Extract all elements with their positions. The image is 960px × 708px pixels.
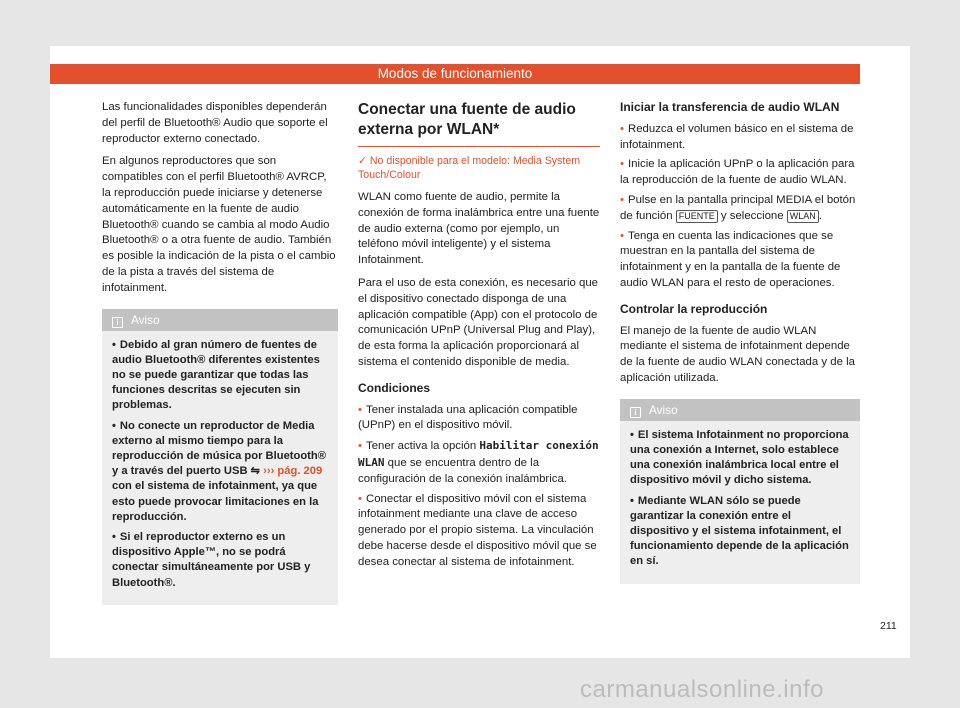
notice-item: • El sistema Infotainment no proporciona una conexión a Internet, solo establece una conexión inalámbrica local entre el dispositivo móvil y dicho sistema.	[630, 428, 849, 487]
wlan-key: WLAN	[787, 210, 819, 223]
watermark: carmanualsonline.info	[580, 676, 824, 703]
list-item: • Tener activa la opción Habilitar conexión WLAN que se encuentra dentro de la configuración de la conexión inalámbrica.	[358, 439, 599, 485]
section-header: Modos de funcionamiento	[50, 64, 860, 84]
notice-item: • Mediante WLAN sólo se puede garantizar la conexión entre el dispositivo y el sistema infotainment, el funcionamiento depende de la aplicación en sí.	[630, 494, 849, 568]
info-icon: i	[630, 407, 641, 418]
notice-item: • Si el reproductor externo es un dispositivo Apple™, no se podrá conectar simultáneamente por USB y Bluetooth®.	[112, 531, 311, 589]
column-right	[620, 100, 860, 584]
info-icon: i	[112, 317, 123, 328]
availability-note: ✓ No disponible para el modelo: Media System Touch/Colour	[358, 155, 581, 181]
subheading: Condiciones	[358, 380, 431, 395]
subheading: Controlar la reproducción	[620, 301, 768, 316]
list-item: • Tenga en cuenta las indicaciones que se muestran en la pantalla del sistema de infotainment y en la pantalla de la fuente de audio WLAN para el resto de operaciones.	[620, 229, 841, 289]
subheading: Iniciar la transferencia de audio WLAN	[620, 100, 840, 114]
list-item: • Conectar el dispositivo móvil con el sistema infotainment mediante una clave de acceso generado por el propio sistema. La vinculación debe hacerse desde el dispositivo móvil que se desea conectar al sistema de infotainment.	[358, 492, 597, 568]
column-left	[102, 100, 338, 605]
notice-header	[102, 309, 338, 331]
usb-icon: ⇋	[250, 465, 261, 478]
list-item: • Inicie la aplicación UPnP o la aplicación para la reproducción de la fuente de audio WLAN.	[620, 158, 855, 187]
notice-item: • No conecte un reproductor de Media externo al mismo tiempo para la reproducción de música por Bluetooth® y a través del puerto USB ⇋ ››› pág. 209 con el sistema de infotainment, ya que esto puede provocar limitaciones en la reproducción.	[112, 419, 326, 523]
list-item: • Pulse en la pantalla principal MEDIA el botón de función FUENTE y seleccione WLAN .	[620, 193, 856, 222]
fuente-key: FUENTE	[676, 210, 718, 223]
list-item: • Tener instalada una aplicación compatible (UPnP) en el dispositivo móvil.	[358, 403, 578, 432]
checkmark-icon: ✓	[358, 155, 367, 167]
section-title: Conectar una fuente de audio externa por WLAN*	[358, 100, 600, 147]
notice-item: • Debido al gran número de fuentes de audio Bluetooth® diferentes existentes no se puede garantizar que todas las funciones descritas se ejecuten sin problemas.	[112, 338, 320, 412]
column-middle	[358, 100, 600, 575]
notice-header	[620, 399, 860, 421]
notice-box	[620, 399, 860, 584]
paragraph: En algunos reproductores que son compatibles con el perfil Bluetooth® AVRCP, la reproducción puede iniciarse y detenerse automáticamente en la fuente de audio Bluetooth® cuando se cambia al modo Audio Bluetooth® o a otra fuente de audio. También es posible la indicación de la pista o el cambio de la pista a través del sistema de infotainment.	[102, 155, 336, 294]
paragraph: WLAN como fuente de audio, permite la conexión de forma inalámbrica entre una fuente de audio externa (como por ejemplo, un teléfono móvil inteligente) y el sistema Infotainment.	[358, 191, 600, 267]
page-number: 211	[880, 620, 897, 632]
menu-option-code: Habilitar conexión WLAN	[358, 439, 599, 469]
paragraph: Para el uso de esta conexión, es necesario que el dispositivo conectado disponga de una aplicación compatible (App) con el protocolo de comunicación UPnP (Universal Plug and Play), de esta forma la aplicación proporcionará al sistema el contenido disponible de media.	[358, 276, 598, 368]
paragraph: Las funcionalidades disponibles dependerán del perfil de Bluetooth® Audio que soporte el reproductor externo conectado.	[102, 101, 328, 145]
notice-box	[102, 309, 338, 605]
notice-title: Aviso	[131, 312, 160, 327]
list-item: • Reduzca el volumen básico en el sistema de infotainment.	[620, 122, 854, 151]
paragraph: El manejo de la fuente de audio WLAN mediante el sistema de infotainment depende de la fuente de audio WLAN conectada y de la aplicación utilizada.	[620, 324, 855, 384]
notice-title: Aviso	[649, 402, 678, 417]
page-reference-link[interactable]: ››› pág. 209	[263, 465, 323, 478]
